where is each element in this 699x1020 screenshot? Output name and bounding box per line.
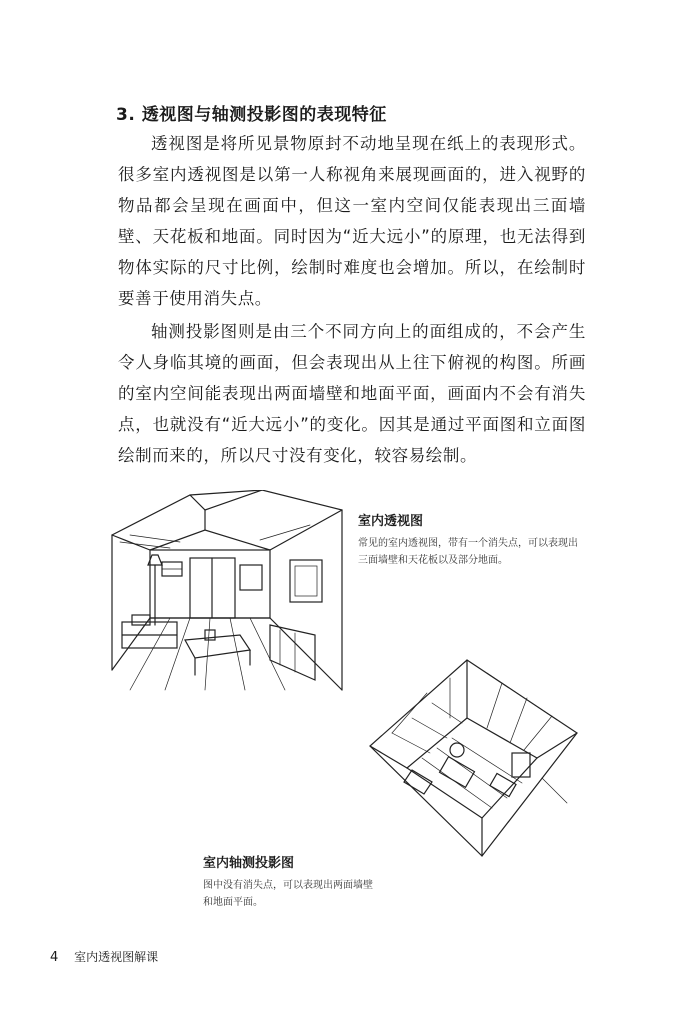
perspective-caption-title: 室内透视图 (358, 514, 424, 529)
section-title: 3. 透视图与轴测投影图的表现特征 (116, 105, 387, 125)
axonometric-sketch (362, 658, 580, 860)
paragraph-perspective: 透视图是将所见景物原封不动地呈现在纸上的表现形式。很多室内透视图是以第一人称视角来展现画面的，进入视野的物品都会呈现在画面中，但这一室内空间仅能表现出三面墙壁、天花板和地面。同时因为“近大远小”的原理，也无法得到物体实际的尺寸比例，绘制时难度也会增加。所以，在绘制时要善于使用消失点。 (118, 134, 586, 308)
perspective-caption (358, 510, 578, 569)
perspective-caption-text: 常见的室内透视图，带有一个消失点，可以表现出三面墙壁和天花板以及部分地面。 (358, 538, 578, 566)
book-title: 室内透视图解课 (74, 950, 159, 964)
page-footer (50, 948, 158, 965)
page-number: 4 (50, 950, 59, 965)
perspective-sketch (110, 490, 345, 695)
axonometric-caption-text: 图中没有消失点，可以表现出两面墙壁和地面平面。 (203, 880, 373, 908)
axonometric-caption (203, 852, 373, 911)
axonometric-caption-title: 室内轴测投影图 (203, 856, 295, 871)
paragraph-axonometric: 轴测投影图则是由三个不同方向上的面组成的，不会产生令人身临其境的画面，但会表现出从上往下俯视的构图。所画的室内空间能表现出两面墙壁和地面平面，画面内不会有消失点，也就没有“近大远小”的变化。因其是通过平面图和立面图绘制而来的，所以尺寸没有变化，较容易绘制。 (118, 322, 586, 465)
